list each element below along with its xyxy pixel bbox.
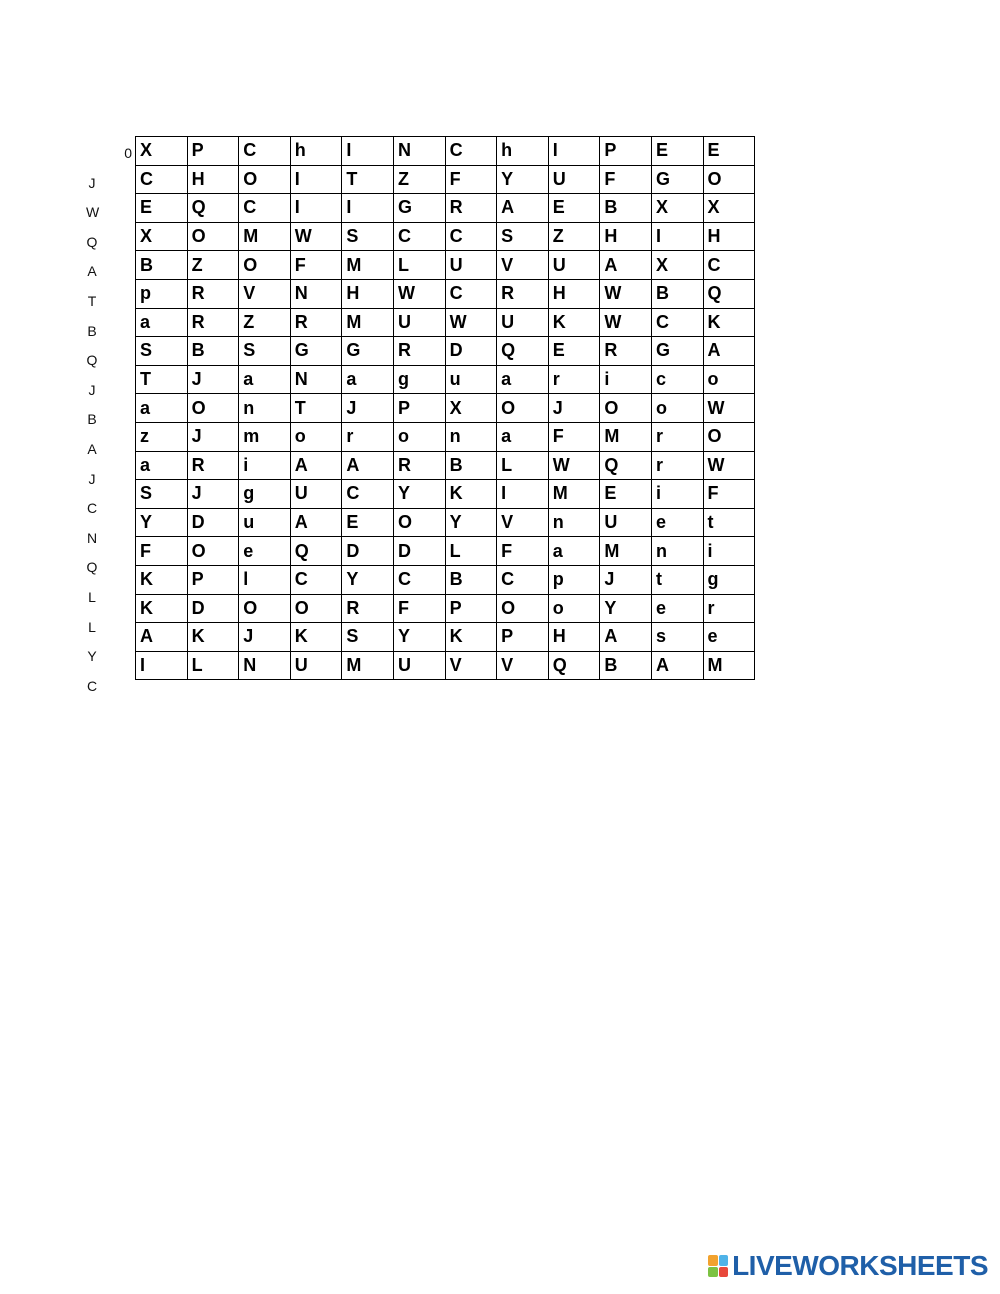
- logo-square-green: [708, 1267, 718, 1278]
- grid-cell[interactable]: p: [136, 279, 188, 308]
- grid-cell[interactable]: N: [290, 365, 342, 394]
- row-label: [80, 374, 134, 404]
- grid-cell[interactable]: C: [239, 194, 291, 223]
- grid-cell[interactable]: J: [187, 480, 239, 509]
- grid-cell[interactable]: l: [239, 565, 291, 594]
- grid-cell[interactable]: h: [497, 137, 549, 166]
- row-side-letter: Q: [86, 559, 98, 576]
- grid-row: [136, 165, 755, 194]
- grid-cell[interactable]: Z: [548, 222, 600, 251]
- grid-cell[interactable]: M: [600, 537, 652, 566]
- grid-cell[interactable]: C: [342, 480, 394, 509]
- grid-cell[interactable]: C: [393, 565, 445, 594]
- grid-row: [136, 279, 755, 308]
- grid-cell[interactable]: D: [342, 537, 394, 566]
- row-side-letter: N: [86, 529, 98, 546]
- row-side-letter: B: [87, 411, 97, 428]
- grid-cell[interactable]: T: [342, 165, 394, 194]
- grid-cell[interactable]: K: [290, 623, 342, 652]
- row-label: [80, 670, 134, 700]
- grid-cell[interactable]: r: [651, 451, 703, 480]
- grid-row: [136, 365, 755, 394]
- row-label: [80, 581, 134, 611]
- grid-cell[interactable]: i: [600, 365, 652, 394]
- grid-cell[interactable]: X: [651, 194, 703, 223]
- grid-cell[interactable]: Y: [393, 623, 445, 652]
- grid-cell[interactable]: U: [393, 651, 445, 680]
- row-side-letter: L: [88, 588, 96, 605]
- row-label: [80, 196, 134, 226]
- row-side-letter: J: [88, 470, 96, 487]
- row-label: [80, 255, 134, 285]
- row-side-letter: Q: [86, 233, 98, 250]
- grid-cell[interactable]: T: [290, 394, 342, 423]
- grid-cell[interactable]: R: [600, 337, 652, 366]
- grid-cell[interactable]: L: [393, 251, 445, 280]
- row-label: [80, 551, 134, 581]
- grid-cell[interactable]: z: [136, 422, 188, 451]
- grid-cell[interactable]: i: [239, 451, 291, 480]
- grid-cell[interactable]: C: [445, 279, 497, 308]
- liveworksheets-logo-icon: [708, 1255, 728, 1277]
- grid-cell[interactable]: m: [239, 422, 291, 451]
- grid-cell[interactable]: D: [187, 594, 239, 623]
- grid-cell[interactable]: S: [136, 337, 188, 366]
- grid-cell[interactable]: O: [290, 594, 342, 623]
- grid-cell[interactable]: K: [703, 308, 755, 337]
- grid-cell[interactable]: W: [600, 308, 652, 337]
- grid-cell[interactable]: M: [342, 651, 394, 680]
- grid-cell[interactable]: J: [187, 422, 239, 451]
- row-label: [80, 285, 134, 315]
- grid-cell[interactable]: L: [497, 451, 549, 480]
- grid-cell[interactable]: a: [136, 394, 188, 423]
- grid-cell[interactable]: a: [497, 365, 549, 394]
- grid-cell[interactable]: R: [187, 451, 239, 480]
- grid-cell[interactable]: J: [187, 365, 239, 394]
- grid-cell[interactable]: W: [393, 279, 445, 308]
- grid-cell[interactable]: F: [497, 537, 549, 566]
- grid-cell[interactable]: I: [342, 194, 394, 223]
- grid-cell[interactable]: E: [548, 337, 600, 366]
- grid-row: [136, 651, 755, 680]
- grid-cell[interactable]: G: [393, 194, 445, 223]
- grid-cell[interactable]: o: [651, 394, 703, 423]
- grid-cell[interactable]: U: [393, 308, 445, 337]
- grid-row: [136, 194, 755, 223]
- grid-cell[interactable]: M: [600, 422, 652, 451]
- grid-cell[interactable]: o: [703, 365, 755, 394]
- grid-cell[interactable]: X: [136, 137, 188, 166]
- row-label: [80, 522, 134, 552]
- grid-cell[interactable]: W: [445, 308, 497, 337]
- grid-row: [136, 337, 755, 366]
- grid-cell[interactable]: I: [290, 165, 342, 194]
- grid-cell[interactable]: t: [651, 565, 703, 594]
- grid-cell[interactable]: X: [445, 394, 497, 423]
- grid-cell[interactable]: E: [651, 137, 703, 166]
- grid-cell[interactable]: I: [342, 137, 394, 166]
- grid-cell[interactable]: Y: [600, 594, 652, 623]
- row-label: [80, 492, 134, 522]
- grid-cell[interactable]: U: [497, 308, 549, 337]
- grid-cell[interactable]: C: [445, 222, 497, 251]
- grid-cell[interactable]: M: [342, 308, 394, 337]
- grid-cell[interactable]: D: [187, 508, 239, 537]
- grid-cell[interactable]: W: [703, 394, 755, 423]
- grid-row: [136, 251, 755, 280]
- grid-cell[interactable]: V: [497, 508, 549, 537]
- grid-cell[interactable]: Y: [136, 508, 188, 537]
- row-label: [80, 403, 134, 433]
- row-label: [80, 167, 134, 197]
- grid-cell[interactable]: E: [600, 480, 652, 509]
- header-index: 0: [124, 145, 132, 161]
- grid-cell[interactable]: e: [239, 537, 291, 566]
- grid-cell[interactable]: F: [445, 165, 497, 194]
- grid-cell[interactable]: K: [187, 623, 239, 652]
- grid-cell[interactable]: X: [703, 194, 755, 223]
- grid-cell[interactable]: i: [703, 537, 755, 566]
- grid-cell[interactable]: O: [239, 251, 291, 280]
- grid-cell[interactable]: r: [548, 365, 600, 394]
- grid-cell[interactable]: B: [187, 337, 239, 366]
- grid-cell[interactable]: s: [651, 623, 703, 652]
- grid-cell[interactable]: r: [703, 594, 755, 623]
- grid-cell[interactable]: O: [393, 508, 445, 537]
- grid-cell[interactable]: H: [703, 222, 755, 251]
- grid-cell[interactable]: D: [445, 337, 497, 366]
- grid-cell[interactable]: J: [548, 394, 600, 423]
- grid-cell[interactable]: B: [445, 565, 497, 594]
- grid-row: [136, 137, 755, 166]
- grid-cell[interactable]: a: [548, 537, 600, 566]
- grid-cell[interactable]: C: [445, 137, 497, 166]
- row-side-letter: W: [86, 204, 100, 221]
- grid-cell[interactable]: Q: [290, 537, 342, 566]
- row-side-letter: T: [87, 292, 97, 309]
- grid-cell[interactable]: g: [393, 365, 445, 394]
- grid-cell[interactable]: Q: [600, 451, 652, 480]
- grid-cell[interactable]: W: [548, 451, 600, 480]
- grid-cell[interactable]: O: [187, 537, 239, 566]
- grid-cell[interactable]: A: [600, 623, 652, 652]
- grid-cell[interactable]: Q: [497, 337, 549, 366]
- grid-cell[interactable]: C: [290, 565, 342, 594]
- grid-cell[interactable]: U: [290, 651, 342, 680]
- grid-cell[interactable]: C: [651, 308, 703, 337]
- grid-row: [136, 394, 755, 423]
- grid-row: [136, 537, 755, 566]
- grid-row: [136, 594, 755, 623]
- grid-cell[interactable]: o: [393, 422, 445, 451]
- row-side-letter: A: [87, 440, 97, 457]
- grid-cell[interactable]: S: [239, 337, 291, 366]
- grid-cell[interactable]: M: [342, 251, 394, 280]
- grid-cell[interactable]: U: [548, 165, 600, 194]
- grid-cell[interactable]: M: [703, 651, 755, 680]
- grid-cell[interactable]: A: [290, 508, 342, 537]
- grid-cell[interactable]: Q: [548, 651, 600, 680]
- grid-cell[interactable]: K: [136, 565, 188, 594]
- grid-cell[interactable]: U: [290, 480, 342, 509]
- grid-cell[interactable]: J: [342, 394, 394, 423]
- grid-cell[interactable]: o: [290, 422, 342, 451]
- grid-cell[interactable]: e: [703, 623, 755, 652]
- grid-cell[interactable]: O: [600, 394, 652, 423]
- grid-cell[interactable]: G: [651, 165, 703, 194]
- grid-cell[interactable]: B: [651, 279, 703, 308]
- row-label: [80, 611, 134, 641]
- grid-cell[interactable]: O: [187, 394, 239, 423]
- grid-cell[interactable]: a: [136, 451, 188, 480]
- grid-cell[interactable]: I: [497, 480, 549, 509]
- grid-cell[interactable]: e: [651, 594, 703, 623]
- row-label: [80, 463, 134, 493]
- grid-cell[interactable]: C: [239, 137, 291, 166]
- grid-cell[interactable]: Z: [187, 251, 239, 280]
- grid-row: [136, 480, 755, 509]
- grid-cell[interactable]: Y: [445, 508, 497, 537]
- grid-cell[interactable]: B: [600, 194, 652, 223]
- logo-square-red: [719, 1267, 729, 1278]
- grid-cell[interactable]: g: [703, 565, 755, 594]
- grid-cell[interactable]: Q: [703, 279, 755, 308]
- grid-cell[interactable]: Q: [187, 194, 239, 223]
- grid-cell[interactable]: N: [290, 279, 342, 308]
- grid-cell[interactable]: A: [136, 623, 188, 652]
- grid-cell[interactable]: i: [651, 480, 703, 509]
- grid-cell[interactable]: E: [703, 137, 755, 166]
- logo-square-orange: [708, 1255, 718, 1266]
- grid-cell[interactable]: R: [497, 279, 549, 308]
- grid-cell[interactable]: C: [393, 222, 445, 251]
- word-search-grid: [135, 136, 755, 680]
- grid-cell[interactable]: G: [651, 337, 703, 366]
- row-side-letter: L: [88, 618, 96, 635]
- row-label: [80, 137, 134, 167]
- grid-cell[interactable]: r: [651, 422, 703, 451]
- grid-cell[interactable]: E: [548, 194, 600, 223]
- grid-cell[interactable]: F: [290, 251, 342, 280]
- grid-cell[interactable]: P: [393, 394, 445, 423]
- row-label: [80, 344, 134, 374]
- row-side-letter: A: [87, 263, 97, 280]
- grid-cell[interactable]: Z: [239, 308, 291, 337]
- grid-cell[interactable]: Z: [393, 165, 445, 194]
- grid-row: [136, 222, 755, 251]
- grid-row: [136, 451, 755, 480]
- grid-cell[interactable]: S: [136, 480, 188, 509]
- grid-cell[interactable]: R: [342, 594, 394, 623]
- row-label: [80, 433, 134, 463]
- grid-cell[interactable]: O: [497, 394, 549, 423]
- grid-cell[interactable]: H: [187, 165, 239, 194]
- grid-cell[interactable]: P: [187, 137, 239, 166]
- row-label: [80, 226, 134, 256]
- grid-cell[interactable]: r: [342, 422, 394, 451]
- grid-cell[interactable]: F: [600, 165, 652, 194]
- grid-cell[interactable]: M: [239, 222, 291, 251]
- grid-cell[interactable]: V: [497, 251, 549, 280]
- grid-cell[interactable]: O: [703, 165, 755, 194]
- grid-cell[interactable]: Y: [497, 165, 549, 194]
- grid-cell[interactable]: V: [239, 279, 291, 308]
- row-side-letter: J: [88, 174, 96, 191]
- grid-cell[interactable]: W: [290, 222, 342, 251]
- grid-cell[interactable]: R: [393, 337, 445, 366]
- grid-cell[interactable]: V: [445, 651, 497, 680]
- grid-cell[interactable]: u: [239, 508, 291, 537]
- grid-cell[interactable]: B: [600, 651, 652, 680]
- grid-cell[interactable]: K: [445, 623, 497, 652]
- grid-cell[interactable]: n: [239, 394, 291, 423]
- grid-cell[interactable]: Y: [393, 480, 445, 509]
- grid-row: [136, 308, 755, 337]
- grid-cell[interactable]: n: [548, 508, 600, 537]
- grid-cell[interactable]: V: [497, 651, 549, 680]
- grid-cell[interactable]: Y: [342, 565, 394, 594]
- grid-cell[interactable]: U: [548, 251, 600, 280]
- grid-cell[interactable]: R: [187, 279, 239, 308]
- grid-row: [136, 508, 755, 537]
- grid-cell[interactable]: O: [239, 594, 291, 623]
- liveworksheets-brand[interactable]: [708, 1250, 988, 1282]
- grid-cell[interactable]: a: [136, 308, 188, 337]
- grid-cell[interactable]: B: [136, 251, 188, 280]
- grid-cell[interactable]: S: [342, 222, 394, 251]
- grid-cell[interactable]: o: [548, 594, 600, 623]
- grid-cell[interactable]: I: [290, 194, 342, 223]
- grid-cell[interactable]: a: [239, 365, 291, 394]
- row-label: [80, 315, 134, 345]
- grid-cell[interactable]: F: [136, 537, 188, 566]
- grid-cell[interactable]: O: [703, 422, 755, 451]
- grid-cell[interactable]: P: [497, 623, 549, 652]
- grid-cell[interactable]: P: [187, 565, 239, 594]
- grid-cell[interactable]: a: [497, 422, 549, 451]
- grid-cell[interactable]: L: [187, 651, 239, 680]
- row-label: [80, 640, 134, 670]
- grid-cell[interactable]: I: [548, 137, 600, 166]
- grid-cell[interactable]: G: [342, 337, 394, 366]
- grid-cell[interactable]: H: [548, 279, 600, 308]
- grid-cell[interactable]: M: [548, 480, 600, 509]
- grid-cell[interactable]: R: [290, 308, 342, 337]
- grid-cell[interactable]: I: [136, 651, 188, 680]
- grid-row: [136, 623, 755, 652]
- grid-cell[interactable]: R: [187, 308, 239, 337]
- grid-cell[interactable]: F: [393, 594, 445, 623]
- row-side-letter: B: [87, 322, 97, 339]
- grid-cell[interactable]: S: [342, 623, 394, 652]
- grid-cell[interactable]: G: [290, 337, 342, 366]
- grid-cell[interactable]: I: [651, 222, 703, 251]
- row-side-letter: Q: [86, 352, 98, 369]
- grid-cell[interactable]: L: [445, 537, 497, 566]
- grid-cell[interactable]: A: [703, 337, 755, 366]
- grid-cell[interactable]: A: [342, 451, 394, 480]
- grid-cell[interactable]: E: [342, 508, 394, 537]
- grid-cell[interactable]: a: [342, 365, 394, 394]
- grid-cell[interactable]: X: [651, 251, 703, 280]
- grid-cell[interactable]: n: [445, 422, 497, 451]
- grid-cell[interactable]: T: [136, 365, 188, 394]
- grid-cell[interactable]: C: [136, 165, 188, 194]
- grid-cell[interactable]: A: [600, 251, 652, 280]
- grid-cell[interactable]: H: [548, 623, 600, 652]
- grid-cell[interactable]: A: [290, 451, 342, 480]
- grid-cell[interactable]: A: [497, 194, 549, 223]
- brand-name: LIVEWORKSHEETS: [732, 1250, 988, 1281]
- grid-cell[interactable]: P: [600, 137, 652, 166]
- grid-cell[interactable]: R: [393, 451, 445, 480]
- grid-cell[interactable]: O: [239, 165, 291, 194]
- grid-cell[interactable]: g: [239, 480, 291, 509]
- grid-cell[interactable]: E: [136, 194, 188, 223]
- grid-cell[interactable]: n: [651, 537, 703, 566]
- grid-cell[interactable]: S: [497, 222, 549, 251]
- grid-cell[interactable]: K: [445, 480, 497, 509]
- grid-cell[interactable]: C: [497, 565, 549, 594]
- grid-cell[interactable]: P: [445, 594, 497, 623]
- row-labels: [80, 137, 134, 699]
- grid-cell[interactable]: p: [548, 565, 600, 594]
- grid-cell[interactable]: h: [290, 137, 342, 166]
- grid-cell[interactable]: B: [445, 451, 497, 480]
- grid-cell[interactable]: O: [187, 222, 239, 251]
- grid-cell[interactable]: F: [548, 422, 600, 451]
- grid-cell[interactable]: H: [600, 222, 652, 251]
- grid-cell[interactable]: e: [651, 508, 703, 537]
- grid-cell[interactable]: D: [393, 537, 445, 566]
- grid-cell[interactable]: A: [651, 651, 703, 680]
- grid-cell[interactable]: R: [445, 194, 497, 223]
- grid-cell[interactable]: N: [239, 651, 291, 680]
- grid-cell[interactable]: W: [600, 279, 652, 308]
- row-side-letter: J: [88, 381, 96, 398]
- grid-cell[interactable]: F: [703, 480, 755, 509]
- grid-cell[interactable]: U: [600, 508, 652, 537]
- row-side-letter: C: [86, 677, 98, 694]
- grid-row: [136, 422, 755, 451]
- grid-cell[interactable]: O: [497, 594, 549, 623]
- grid-cell[interactable]: K: [548, 308, 600, 337]
- row-side-letter: C: [86, 500, 98, 517]
- grid-cell[interactable]: N: [393, 137, 445, 166]
- grid-cell[interactable]: J: [600, 565, 652, 594]
- grid-row: [136, 565, 755, 594]
- grid-cell[interactable]: X: [136, 222, 188, 251]
- logo-square-blue: [719, 1255, 729, 1266]
- row-side-letter: Y: [87, 648, 97, 665]
- grid-cell[interactable]: H: [342, 279, 394, 308]
- grid-cell[interactable]: c: [651, 365, 703, 394]
- grid-cell[interactable]: U: [445, 251, 497, 280]
- grid-cell[interactable]: t: [703, 508, 755, 537]
- grid-cell[interactable]: W: [703, 451, 755, 480]
- grid-cell[interactable]: C: [703, 251, 755, 280]
- grid-cell[interactable]: u: [445, 365, 497, 394]
- grid-cell[interactable]: J: [239, 623, 291, 652]
- grid-cell[interactable]: K: [136, 594, 188, 623]
